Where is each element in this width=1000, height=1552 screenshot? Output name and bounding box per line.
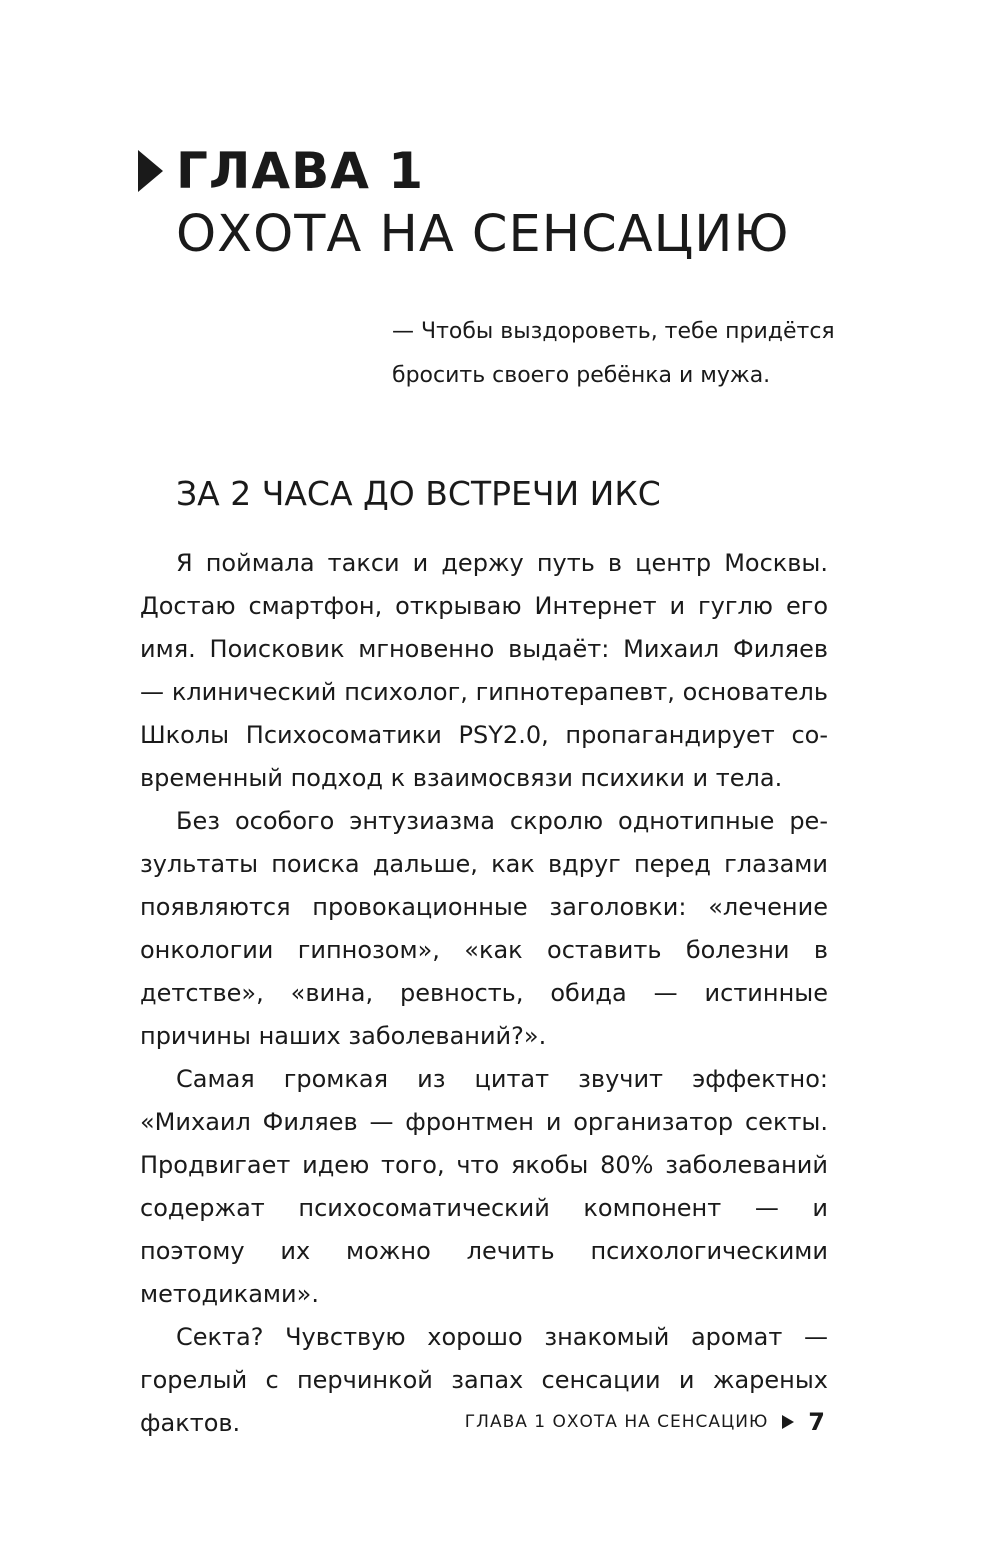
- chapter-label: ГЛАВА 1: [176, 142, 425, 200]
- paragraph: Я поймала такси и держу путь в центр Москвы. Достаю смартфон, открываю Интернет и гуглю его имя. Поисковик мгновенно выдаёт: Михаил Филяев — клинический психолог, гипнотерапевт, основатель Школы Психосоматики PSY2.0, пропагандирует современный подход к взаимосвязи психики и тела.: [140, 549, 828, 792]
- paragraph: Самая громкая из цитат звучит эффектно: «Михаил Филяев — фронтмен и организатор секты. Продвигает идею того, что якобы 80% заболеваний содержат психосоматический компонент — и поэтому их можно лечить психологическими методиками».: [140, 1065, 828, 1308]
- epigraph-line: бросить своего ребёнка и мужа.: [392, 363, 771, 388]
- page-number: 7: [808, 1408, 825, 1436]
- body-text: [140, 542, 828, 1445]
- paragraph: Секта? Чувствую хорошо знакомый аромат — горелый с перчинкой запах сенсации и жареных фактов.: [140, 1323, 828, 1437]
- running-head: ГЛАВА 1 ОХОТА НА СЕНСАЦИЮ: [464, 1412, 769, 1432]
- page-footer: [465, 1400, 825, 1444]
- footer-triangle-icon: [782, 1415, 794, 1429]
- chapter-title: ОХОТА НА СЕНСАЦИЮ: [176, 205, 790, 264]
- section-heading: ЗА 2 ЧАСА ДО ВСТРЕЧИ ИКС: [176, 474, 661, 513]
- paragraph: Без особого энтузиазма скролю однотипные результаты поиска дальше, как вдруг перед глазами появляются провокационные заголовки: «лечение онкологии гипнозом», «как оставить болезни в детстве», «вина, ревность, обида — истинные причины наших заболеваний?».: [140, 807, 828, 1050]
- chapter-triangle-icon: [138, 150, 163, 192]
- epigraph-line: — Чтобы выздороветь, тебе придётся: [392, 319, 835, 344]
- epigraph: [392, 310, 835, 398]
